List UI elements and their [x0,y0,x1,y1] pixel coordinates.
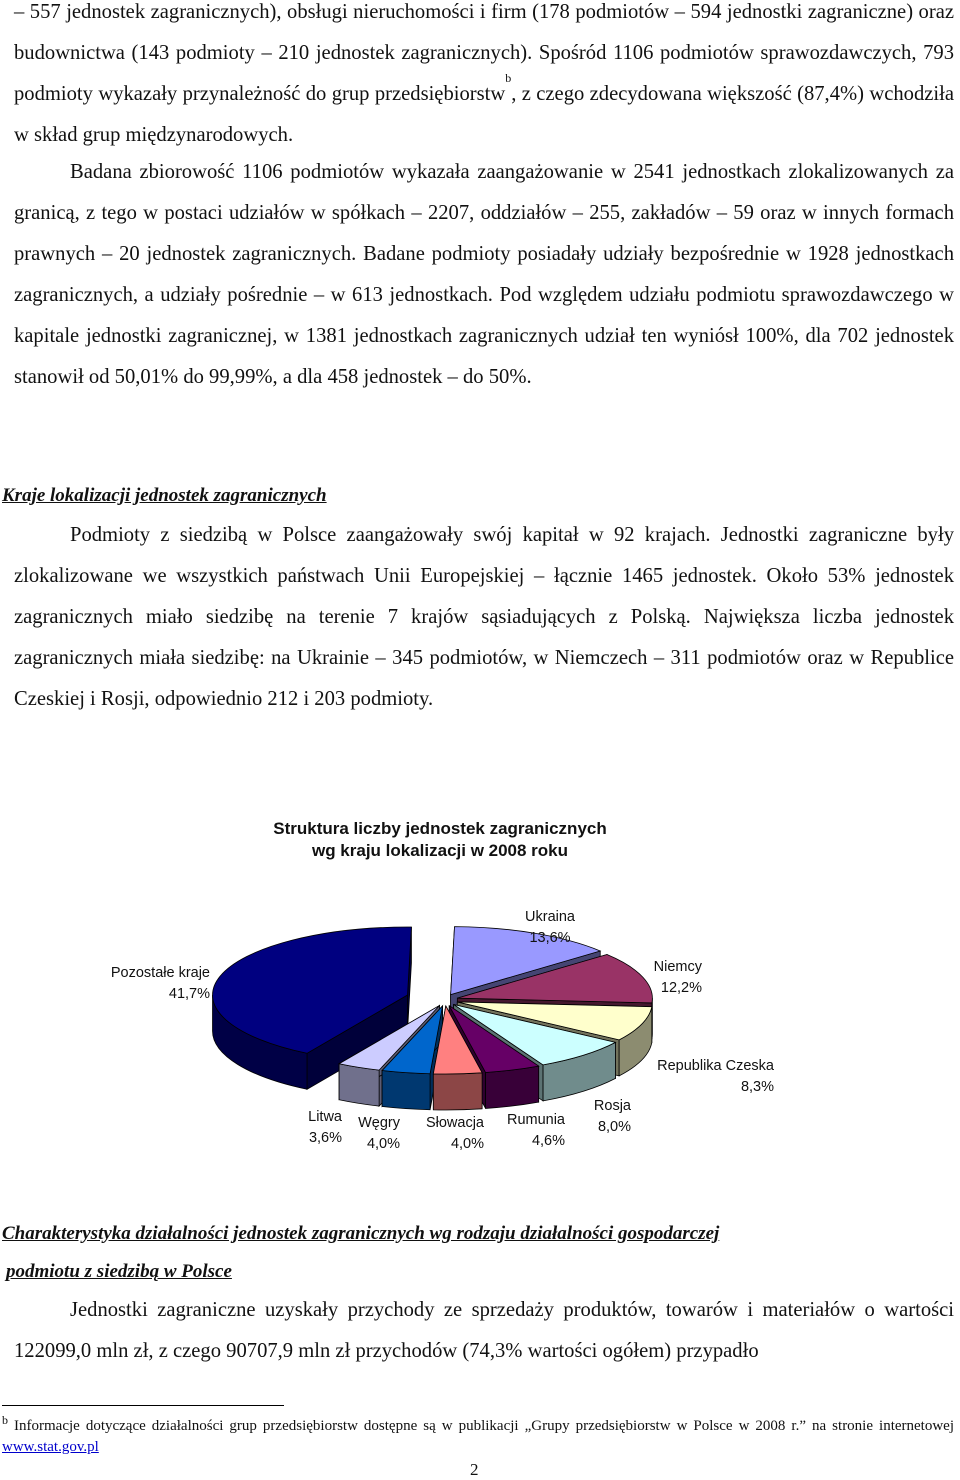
paragraph-text: , z czego zdecydowana większość (87,4%) wchodziła w skład grup międzynarodowych. [14,83,955,146]
section-heading-countries: Kraje lokalizacji jednostek zagranicznych [2,485,327,506]
paragraph-countries [14,515,954,720]
paragraph-text: Badana zbiorowość 1106 podmiotów wykazała zaangażowanie w 2541 jednostkach zlokalizowanych za granicą, z tego w postaci udziałów w spółkach – 2207, oddziałów – 255, zakładów – 59 oraz w innych formach prawnych – 20 jednostek zagranicznych. Badane podmioty posiadały udziały bezpośrednie w 1928 jednostkach zagranicznych, a udziały pośrednie – w 613 jednostkach. Pod względem udziału podmiotu sprawozdawczego w kapitale jednostki zagranicznej, w 1381 jednostkach zagranicznych udział ten wyniósł 100%, dla 702 jednostek stanowił od 50,01% do 99,99%, a dla 458 jednostek – do 50%. [14,161,954,388]
paragraph-revenue [14,1290,954,1372]
chart-title-line: wg kraju lokalizacji w 2008 roku [311,841,569,860]
slice-label-niemcy: Niemcy 12,2% [653,959,702,996]
section-heading-activity [2,1215,952,1291]
slice-label-pozostale: Pozostałe kraje 41,7% [110,965,210,1002]
slice-label-litwa: Litwa 3,6% [308,1109,342,1146]
slice-label-wegry: Węgry 4,0% [358,1115,400,1152]
slice-label-ukraina: Ukraina 13,6% [525,909,575,946]
heading-line: podmiotu z siedzibą w Polsce [6,1261,232,1282]
page-number: 2 [470,1460,479,1479]
paragraph-text: Podmioty z siedzibą w Polsce zaangażowały swój kapitał w 92 krajach. Jednostki zagraniczne były zlokalizowane we wszystkich państwach Unii Europejskiej – łącznie 1465 jednostek. Około 53% jednostek zagranicznych miało siedzibę na terenie 7 krajów sąsiadujących z Polską. Największa liczba jednostek zagranicznych miała siedzibę: na Ukrainie – 345 podmiotów, w Niemczech – 311 podmiotów oraz w Republice Czeskiej i Rosji, odpowiednio 212 i 203 podmioty. [14,524,954,710]
footnote-marker: b [2,1413,8,1427]
chart-title-line: Struktura liczby jednostek zagranicznych [273,819,607,838]
heading-line: Charakterystyka działalności jednostek zagranicznych wg rodzaju działalności gospodarczej [2,1223,720,1244]
slice-label-rumunia: Rumunia 4,6% [506,1112,565,1149]
footnote-separator [2,1405,284,1406]
paragraph-continuation [14,0,954,156]
slice-label-rosja: Rosja 8,0% [593,1098,631,1135]
footnote [2,1413,954,1458]
slice-label-slowacja: Słowacja 4,0% [425,1115,484,1152]
footnote-text: Informacje dotyczące działalności grup przedsiębiorstw dostępne są w publikacji „Grupy przedsiębiorstw w Polsce w 2008 r.” na stronie internetowej [8,1418,954,1434]
footnote-link[interactable]: www.stat.gov.pl [2,1439,99,1455]
footnote-marker: b [505,71,512,85]
paragraph-text: Jednostki zagraniczne uzyskały przychody ze sprzedaży produktów, towarów i materiałów o wartości 122099,0 mln zł, z czego 90707,9 mln zł przychodów (74,3% wartości ogółem) przypadło [14,1299,954,1362]
paragraph-investment [14,152,954,398]
slice-label-republika-czeska: Republika Czeska 8,3% [657,1058,774,1095]
paragraph-text: – 557 jednostek zagranicznych), obsługi nieruchomości i firm (178 podmiotów – 594 jednostki zagraniczne) oraz budownictwa (143 podmioty – 210 jednostek zagranicznych). Spośród 1106 podmiotów sprawozdawczych, 793 podmioty wykazały przynależność do grup przedsiębiorstw [14,1,954,105]
pie-chart [0,800,960,1180]
